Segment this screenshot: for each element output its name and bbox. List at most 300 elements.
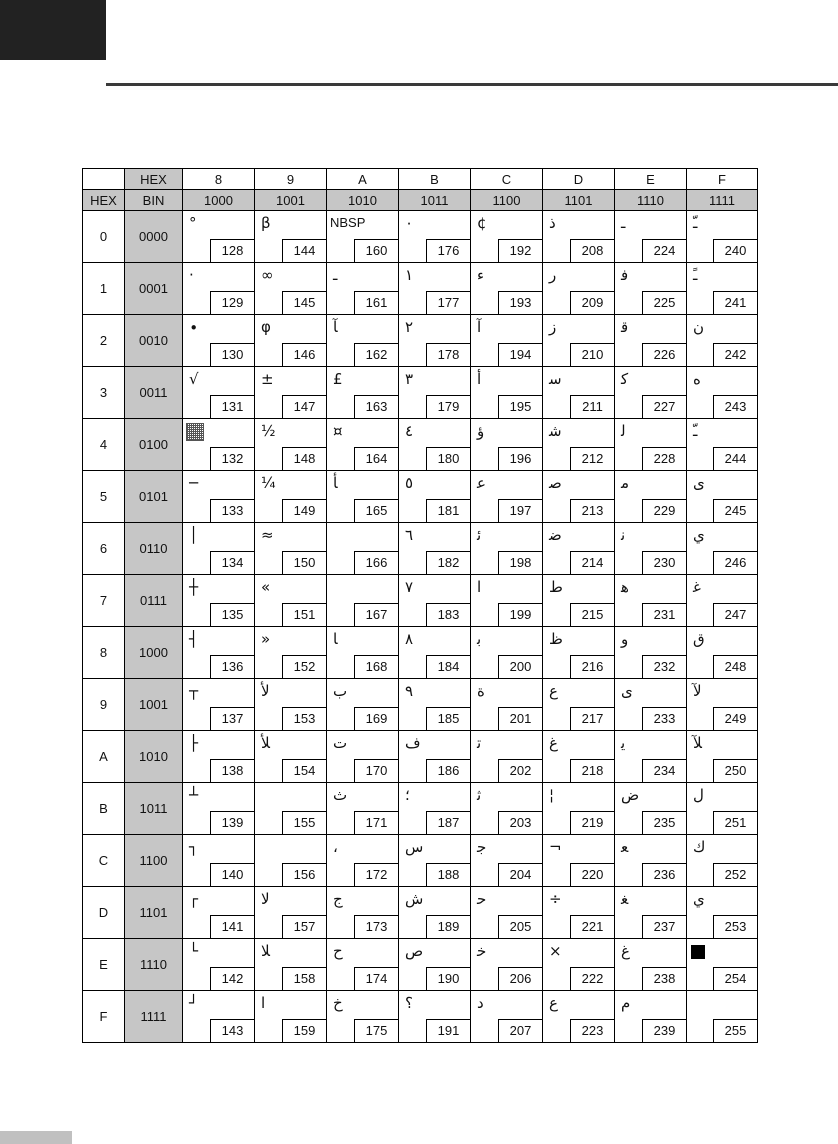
row-bin-cell: 0111 — [125, 575, 183, 627]
char-glyph: ٩ — [405, 682, 414, 700]
char-cell — [327, 627, 399, 679]
char-glyph: ﺩ — [477, 994, 484, 1012]
row-bin-cell: 1101 — [125, 887, 183, 939]
char-glyph: ﺟ — [477, 838, 487, 856]
row-hex-cell: 0 — [83, 211, 125, 263]
char-cell — [183, 419, 255, 471]
row-bin-cell: 1001 — [125, 679, 183, 731]
char-cell — [543, 887, 615, 939]
char-code: 183 — [426, 603, 470, 626]
char-code: 164 — [354, 447, 398, 470]
column-bin-header: 1001 — [255, 190, 327, 211]
char-glyph: آ — [477, 318, 482, 336]
char-cell — [471, 679, 543, 731]
row-hex-cell: 5 — [83, 471, 125, 523]
char-code: 192 — [498, 239, 542, 262]
char-glyph: ﻶ — [693, 734, 702, 752]
row-hex-cell: 7 — [83, 575, 125, 627]
column-hex-header: D — [543, 169, 615, 190]
char-code: 172 — [354, 863, 398, 886]
char-glyph: ظ — [549, 630, 563, 648]
char-code: 212 — [570, 447, 614, 470]
char-cell — [687, 939, 758, 991]
char-cell — [471, 367, 543, 419]
char-cell — [687, 783, 758, 835]
char-glyph: ﻷ — [261, 682, 270, 700]
char-cell — [471, 471, 543, 523]
row-bin-cell: 0101 — [125, 471, 183, 523]
char-code: 242 — [713, 343, 757, 366]
char-glyph: ﻵ — [693, 682, 702, 700]
char-code: 241 — [713, 291, 757, 314]
char-glyph: ﺍ — [261, 994, 266, 1012]
table-row — [83, 263, 758, 315]
char-cell — [255, 471, 327, 523]
char-cell — [255, 523, 327, 575]
char-glyph: ∙ — [189, 318, 199, 336]
char-glyph: ﻧ — [621, 526, 626, 544]
char-glyph: ﻼ — [261, 942, 270, 960]
row-hex-cell: 4 — [83, 419, 125, 471]
char-code: 236 — [642, 863, 686, 886]
char-glyph: ﺡ — [333, 942, 343, 960]
char-code: 193 — [498, 291, 542, 314]
char-cell — [183, 731, 255, 783]
char-glyph: ﺱ — [405, 838, 424, 856]
char-cell — [327, 835, 399, 887]
char-code: 166 — [354, 551, 398, 574]
table-row — [83, 419, 758, 471]
char-cell — [327, 783, 399, 835]
char-cell — [255, 367, 327, 419]
char-glyph: ﻐ — [621, 890, 629, 908]
char-cell — [399, 367, 471, 419]
char-code: 207 — [498, 1019, 542, 1042]
char-glyph: ∞ — [261, 266, 274, 284]
char-code: 139 — [210, 811, 254, 834]
char-cell — [327, 211, 399, 263]
column-bin-header: 1110 — [615, 190, 687, 211]
char-glyph: ﺥ — [333, 994, 343, 1012]
table-row — [83, 939, 758, 991]
char-glyph: ٨ — [405, 630, 414, 648]
char-code: 149 — [282, 499, 326, 522]
table-row — [83, 471, 758, 523]
char-code: 155 — [282, 811, 326, 834]
char-cell — [183, 315, 255, 367]
char-cell — [183, 523, 255, 575]
char-glyph: ﻓ — [621, 266, 629, 284]
char-glyph: ف — [405, 734, 421, 752]
char-glyph: ﻥ — [693, 318, 705, 336]
column-bin-header: 1011 — [399, 190, 471, 211]
char-cell — [255, 575, 327, 627]
char-code: 175 — [354, 1019, 398, 1042]
char-cell — [471, 991, 543, 1043]
char-glyph: · — [189, 266, 194, 284]
char-glyph: ﻗ — [621, 318, 629, 336]
char-code: 184 — [426, 655, 470, 678]
table-row — [83, 783, 758, 835]
char-code: 182 — [426, 551, 470, 574]
char-code: 226 — [642, 343, 686, 366]
char-cell — [255, 991, 327, 1043]
char-cell — [327, 419, 399, 471]
column-bin-header: 1000 — [183, 190, 255, 211]
char-code: 194 — [498, 343, 542, 366]
char-cell — [399, 523, 471, 575]
char-glyph: ┴ — [189, 786, 199, 804]
char-glyph: ﺷ — [549, 422, 562, 440]
char-code: 213 — [570, 499, 614, 522]
char-code: 234 — [642, 759, 686, 782]
char-code: 203 — [498, 811, 542, 834]
code-page-table — [82, 168, 758, 1043]
char-code: 252 — [713, 863, 757, 886]
row-hex-cell: 9 — [83, 679, 125, 731]
char-cell — [327, 939, 399, 991]
char-cell — [399, 419, 471, 471]
char-glyph: أ — [477, 370, 482, 388]
char-glyph: ° — [189, 214, 197, 232]
char-code: 154 — [282, 759, 326, 782]
char-glyph: ﹽ — [693, 214, 698, 232]
char-code: 186 — [426, 759, 470, 782]
char-code: 248 — [713, 655, 757, 678]
char-glyph: ﺝ — [333, 890, 343, 908]
char-glyph: ٣ — [405, 370, 414, 388]
char-cell — [327, 315, 399, 367]
char-code: 146 — [282, 343, 326, 366]
table-row — [83, 887, 758, 939]
char-code: 202 — [498, 759, 542, 782]
char-code: 246 — [713, 551, 757, 574]
char-glyph: ع — [549, 682, 558, 700]
char-cell — [615, 419, 687, 471]
char-code: 170 — [354, 759, 398, 782]
row-hex-cell: F — [83, 991, 125, 1043]
char-glyph: ﺿ — [549, 526, 562, 544]
char-cell — [255, 419, 327, 471]
char-glyph: ≈ — [261, 526, 274, 544]
char-glyph: » — [261, 630, 271, 648]
char-glyph: ﻱ — [693, 526, 705, 544]
char-cell — [615, 575, 687, 627]
column-bin-header: 1010 — [327, 190, 399, 211]
char-code: 223 — [570, 1019, 614, 1042]
char-glyph: √ — [189, 370, 199, 388]
char-glyph: ﺭ — [549, 266, 557, 284]
char-code: 227 — [642, 395, 686, 418]
row-bin-cell: 1010 — [125, 731, 183, 783]
char-glyph: │ — [189, 526, 199, 544]
char-code: 171 — [354, 811, 398, 834]
column-hex-header: 9 — [255, 169, 327, 190]
char-cell — [255, 783, 327, 835]
char-cell — [615, 627, 687, 679]
char-cell — [399, 939, 471, 991]
char-glyph: ┤ — [189, 630, 199, 648]
char-glyph: ┘ — [189, 994, 199, 1012]
char-cell — [687, 523, 758, 575]
row-bin-cell: 1110 — [125, 939, 183, 991]
char-glyph: ﺻ — [549, 474, 562, 492]
char-cell — [543, 679, 615, 731]
column-hex-header: E — [615, 169, 687, 190]
char-cell — [687, 367, 758, 419]
char-glyph: ± — [261, 370, 274, 388]
char-cell — [327, 731, 399, 783]
char-cell — [615, 679, 687, 731]
char-code: 130 — [210, 343, 254, 366]
char-code: 191 — [426, 1019, 470, 1042]
bin-label-cell: BIN — [125, 190, 183, 211]
char-code: 206 — [498, 967, 542, 990]
char-glyph: ﻟ — [621, 422, 626, 440]
char-code: 209 — [570, 291, 614, 314]
char-cell — [399, 991, 471, 1043]
char-cell — [687, 627, 758, 679]
char-code: 214 — [570, 551, 614, 574]
char-code: 176 — [426, 239, 470, 262]
char-code: 185 — [426, 707, 470, 730]
char-glyph: ﹱ — [693, 266, 698, 284]
char-cell — [471, 211, 543, 263]
char-cell — [543, 367, 615, 419]
char-cell — [327, 575, 399, 627]
char-cell — [615, 991, 687, 1043]
table-row — [83, 523, 758, 575]
char-glyph: ؤ — [477, 422, 485, 440]
char-glyph: ﺎ — [333, 630, 338, 648]
char-code: 177 — [426, 291, 470, 314]
row-hex-cell: 2 — [83, 315, 125, 367]
char-cell — [687, 315, 758, 367]
char-glyph: « — [261, 578, 271, 596]
char-code: 187 — [426, 811, 470, 834]
char-glyph: ½ — [261, 422, 276, 440]
char-code: 141 — [210, 915, 254, 938]
char-glyph: ┌ — [189, 890, 199, 908]
char-glyph: ﺫ — [549, 214, 556, 232]
row-hex-cell: 1 — [83, 263, 125, 315]
row-bin-cell: 0000 — [125, 211, 183, 263]
row-bin-cell: 0110 — [125, 523, 183, 575]
char-code: 217 — [570, 707, 614, 730]
char-code: 197 — [498, 499, 542, 522]
column-hex-header: B — [399, 169, 471, 190]
row-hex-label-cell: HEX — [83, 190, 125, 211]
char-cell — [615, 835, 687, 887]
char-cell — [183, 783, 255, 835]
row-bin-cell: 0100 — [125, 419, 183, 471]
char-code: 134 — [210, 551, 254, 574]
char-cell — [255, 315, 327, 367]
char-glyph: ٦ — [405, 526, 414, 544]
char-cell — [543, 315, 615, 367]
column-bin-header: 1111 — [687, 190, 758, 211]
char-glyph: £ — [333, 370, 343, 388]
char-code: 159 — [282, 1019, 326, 1042]
column-hex-header: F — [687, 169, 758, 190]
char-cell — [543, 523, 615, 575]
row-hex-cell: 8 — [83, 627, 125, 679]
char-code: 216 — [570, 655, 614, 678]
char-cell — [183, 835, 255, 887]
char-cell — [255, 731, 327, 783]
char-code: 163 — [354, 395, 398, 418]
char-code: 230 — [642, 551, 686, 574]
char-cell — [399, 471, 471, 523]
char-glyph: ﺽ — [621, 786, 640, 804]
char-cell — [615, 367, 687, 419]
char-code: 190 — [426, 967, 470, 990]
char-cell — [471, 783, 543, 835]
table-row — [83, 679, 758, 731]
char-cell — [399, 315, 471, 367]
char-cell — [471, 835, 543, 887]
char-code: 251 — [713, 811, 757, 834]
char-code: 222 — [570, 967, 614, 990]
table-row — [83, 835, 758, 887]
char-code: 153 — [282, 707, 326, 730]
char-code: 136 — [210, 655, 254, 678]
char-glyph: ﺂ — [333, 318, 338, 336]
char-glyph: ﺹ — [405, 942, 424, 960]
char-code: 142 — [210, 967, 254, 990]
char-cell — [471, 887, 543, 939]
row-bin-cell: 1100 — [125, 835, 183, 887]
char-code: 215 — [570, 603, 614, 626]
char-code: 145 — [282, 291, 326, 314]
char-cell — [687, 679, 758, 731]
row-bin-cell: 0010 — [125, 315, 183, 367]
char-code: 231 — [642, 603, 686, 626]
char-glyph: ﹽ — [693, 422, 698, 440]
char-glyph: ﺧ — [477, 942, 487, 960]
row-hex-cell: 3 — [83, 367, 125, 419]
row-hex-cell: B — [83, 783, 125, 835]
char-glyph: ء — [477, 266, 485, 284]
row-bin-cell: 0011 — [125, 367, 183, 419]
char-cell — [399, 887, 471, 939]
char-code: 244 — [713, 447, 757, 470]
row-bin-cell: 1011 — [125, 783, 183, 835]
char-glyph: ﻣ — [621, 474, 630, 492]
char-cell — [183, 887, 255, 939]
char-cell — [471, 731, 543, 783]
char-cell — [543, 263, 615, 315]
char-cell — [615, 731, 687, 783]
char-code: 188 — [426, 863, 470, 886]
char-cell — [687, 731, 758, 783]
char-cell — [399, 575, 471, 627]
char-glyph: ﻝ — [693, 786, 704, 804]
char-cell — [687, 419, 758, 471]
char-glyph: ا — [477, 578, 482, 596]
char-code: 165 — [354, 499, 398, 522]
page-footer-tab — [0, 1131, 72, 1144]
char-cell — [615, 315, 687, 367]
char-code: 253 — [713, 915, 757, 938]
char-code: 220 — [570, 863, 614, 886]
char-glyph: ـ — [333, 266, 338, 284]
corner-empty-cell — [83, 169, 125, 190]
char-cell — [543, 835, 615, 887]
hex-header-row — [83, 169, 758, 190]
char-glyph: ة — [477, 682, 485, 700]
char-glyph: ، — [333, 838, 338, 856]
char-cell — [399, 627, 471, 679]
char-cell — [615, 939, 687, 991]
row-bin-cell: 1111 — [125, 991, 183, 1043]
char-glyph: ﻱ — [693, 890, 705, 908]
table-row — [83, 731, 758, 783]
hex-label-cell: HEX — [125, 169, 183, 190]
char-glyph: ¼ — [261, 474, 276, 492]
char-glyph: ﺑ — [477, 630, 482, 648]
char-cell — [687, 211, 758, 263]
row-bin-cell: 0001 — [125, 263, 183, 315]
char-code: 173 — [354, 915, 398, 938]
column-hex-header: C — [471, 169, 543, 190]
char-cell — [471, 627, 543, 679]
char-cell — [255, 263, 327, 315]
char-code: 138 — [210, 759, 254, 782]
char-glyph: ؛ — [405, 786, 410, 804]
char-glyph: ¤ — [333, 422, 343, 440]
char-glyph: ﺋ — [477, 526, 482, 544]
char-code: 180 — [426, 447, 470, 470]
char-cell — [399, 731, 471, 783]
char-glyph: ﺣ — [477, 890, 487, 908]
char-glyph: ٥ — [405, 474, 414, 492]
char-code: 255 — [713, 1019, 757, 1042]
char-code: 211 — [570, 395, 614, 418]
char-code: 156 — [282, 863, 326, 886]
char-code: 199 — [498, 603, 542, 626]
char-cell — [183, 939, 255, 991]
char-cell — [615, 783, 687, 835]
char-code: 168 — [354, 655, 398, 678]
char-glyph: ث — [333, 786, 348, 804]
char-glyph: ﻡ — [621, 994, 631, 1012]
char-glyph: ـ — [621, 214, 626, 232]
char-cell — [327, 471, 399, 523]
char-glyph: ﺗ — [477, 734, 482, 752]
char-glyph: ﻋ — [477, 474, 486, 492]
char-code: 238 — [642, 967, 686, 990]
char-cell — [255, 835, 327, 887]
char-cell — [615, 887, 687, 939]
char-glyph: ﻙ — [693, 838, 706, 856]
char-cell — [255, 211, 327, 263]
char-cell — [543, 471, 615, 523]
bin-header-row — [83, 190, 758, 211]
char-code: 151 — [282, 603, 326, 626]
row-hex-cell: E — [83, 939, 125, 991]
char-cell — [687, 887, 758, 939]
char-cell — [543, 575, 615, 627]
char-code: 158 — [282, 967, 326, 990]
char-glyph: ؟ — [405, 994, 413, 1012]
char-code: 132 — [210, 447, 254, 470]
column-bin-header: 1100 — [471, 190, 543, 211]
char-cell — [183, 471, 255, 523]
char-glyph: ¦ — [549, 786, 555, 804]
char-cell — [687, 575, 758, 627]
row-hex-cell: A — [83, 731, 125, 783]
